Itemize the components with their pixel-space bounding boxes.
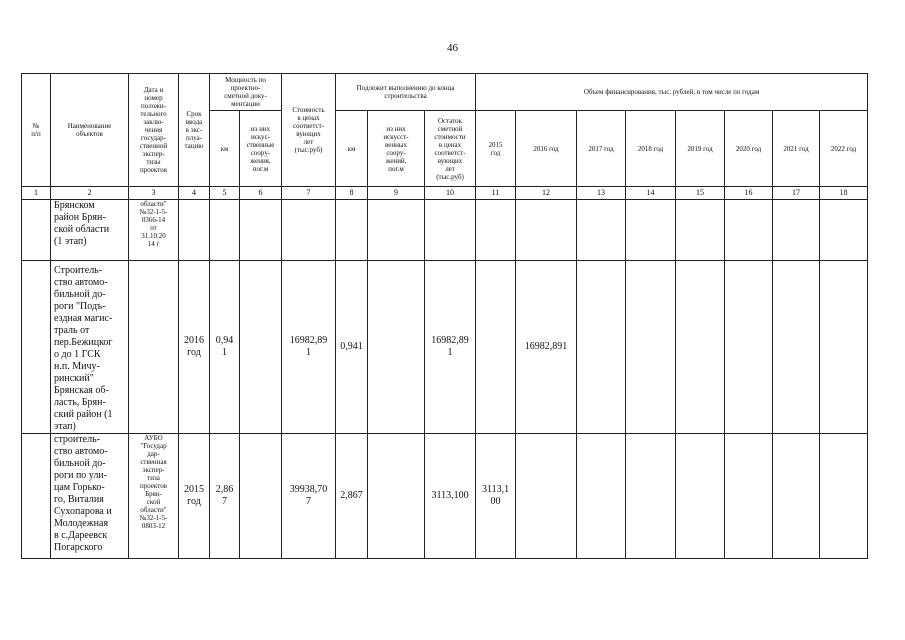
header-row-1 xyxy=(22,74,868,111)
column-number: 14 xyxy=(626,187,676,200)
header-year-2017: 2017 год xyxy=(577,111,626,187)
header-year-2015: 2015 год xyxy=(476,111,516,187)
capacity-art-structures xyxy=(240,434,282,559)
column-number: 9 xyxy=(368,187,425,200)
header-year-2018: 2018 год xyxy=(626,111,676,187)
column-number: 18 xyxy=(820,187,868,200)
remaining-cost-value: 3113,100 xyxy=(425,434,476,559)
commissioning-term: 2016 год xyxy=(179,261,210,434)
column-number: 8 xyxy=(336,187,368,200)
financing-2018 xyxy=(626,434,676,559)
column-number: 10 xyxy=(425,187,476,200)
financing-2016 xyxy=(516,200,577,261)
remaining-km: 2,867 xyxy=(336,434,368,559)
financing-2016: 16982,891 xyxy=(516,261,577,434)
column-number: 12 xyxy=(516,187,577,200)
capacity-km: 0,94 1 xyxy=(210,261,240,434)
header-remaining-cost: Остаток сметной стоимости в ценах соответст- вующих лет (тыс.руб) xyxy=(425,111,476,187)
header-num: № п/п xyxy=(22,74,51,187)
header-capacity-group: Мощность по проектно- сметной доку- ментации xyxy=(210,74,282,111)
table-row xyxy=(22,261,868,434)
object-name: Брянском район Брян- ской области (1 этап) xyxy=(51,200,129,261)
header-term: Срок ввода в экс- плуа- тацию xyxy=(179,74,210,187)
object-name: Строитель- ство автомо- бильной до- роги "Подъ- ездная магис- траль от пер.Бежицког о до 1 ГСК н.п. Мичу- ринский" Брянская об- ласть, Брян- ский район (1 этап) xyxy=(51,261,129,434)
financing-2015: 3113,1 00 xyxy=(476,434,516,559)
column-number: 5 xyxy=(210,187,240,200)
financing-2021 xyxy=(773,261,820,434)
financing-2020 xyxy=(725,200,773,261)
header-conclusion: Дата и номер положи- тельного заклю- чения государ- ственной экспер- тизы проектов xyxy=(129,74,179,187)
column-number: 3 xyxy=(129,187,179,200)
capacity-art-structures xyxy=(240,261,282,434)
header-year-2016: 2016 год xyxy=(516,111,577,187)
financing-2015 xyxy=(476,261,516,434)
page-number: 46 xyxy=(447,42,458,54)
financing-2017 xyxy=(577,261,626,434)
capacity-km: 2,86 7 xyxy=(210,434,240,559)
remaining-cost-value xyxy=(425,200,476,261)
expertise-conclusion: области" №32-1-5- 0366-14 от 31.10.20 14 г xyxy=(129,200,179,261)
financing-2015 xyxy=(476,200,516,261)
column-number: 1 xyxy=(22,187,51,200)
financing-2020 xyxy=(725,434,773,559)
financing-2021 xyxy=(773,200,820,261)
header-art-structures-remaining: из них искусст- венных соору- жений, пог.м xyxy=(368,111,425,187)
object-name: строитель- ство автомо- бильной до- роги по ули- цам Горько- го, Виталия Сухопарова и Молодежная в с.Дареевск Погарского xyxy=(51,434,129,559)
cost-value xyxy=(282,200,336,261)
financing-2019 xyxy=(676,434,725,559)
header-name: Наименование объектов xyxy=(51,74,129,187)
remaining-cost-value: 16982,89 1 xyxy=(425,261,476,434)
cost-value: 39938,70 7 xyxy=(282,434,336,559)
header-year-2019: 2019 год xyxy=(676,111,725,187)
column-number: 13 xyxy=(577,187,626,200)
column-number: 11 xyxy=(476,187,516,200)
column-number: 7 xyxy=(282,187,336,200)
row-number xyxy=(22,261,51,434)
financing-2019 xyxy=(676,261,725,434)
column-number-row xyxy=(22,187,868,200)
header-art-structures: из них искус- ственные соору- жения, пог.м xyxy=(240,111,282,187)
remaining-art-structures xyxy=(368,434,425,559)
column-number: 17 xyxy=(773,187,820,200)
table-row xyxy=(22,200,868,261)
header-financing-group: Объем финансирования, тыс. рублей, в том числе по годам xyxy=(476,74,868,111)
financing-2021 xyxy=(773,434,820,559)
remaining-art-structures xyxy=(368,200,425,261)
remaining-km: 0,941 xyxy=(336,261,368,434)
column-number: 16 xyxy=(725,187,773,200)
expertise-conclusion xyxy=(129,261,179,434)
remaining-art-structures xyxy=(368,261,425,434)
expertise-conclusion: АУБО "Государ дар- ственная экспер- тиза проектов Брян- ской области" №32-1-5- 0803-12 xyxy=(129,434,179,559)
financing-2022 xyxy=(820,200,868,261)
financing-2019 xyxy=(676,200,725,261)
financing-2018 xyxy=(626,261,676,434)
header-cost: Стоимость в ценах соответст- вующих лет (тыс.руб) xyxy=(282,74,336,187)
remaining-km xyxy=(336,200,368,261)
financing-2020 xyxy=(725,261,773,434)
row-number xyxy=(22,200,51,261)
financing-2022 xyxy=(820,261,868,434)
capacity-km xyxy=(210,200,240,261)
column-number: 2 xyxy=(51,187,129,200)
row-number xyxy=(22,434,51,559)
capacity-art-structures xyxy=(240,200,282,261)
table-row xyxy=(22,434,868,559)
financing-2017 xyxy=(577,434,626,559)
header-year-2020: 2020 год xyxy=(725,111,773,187)
financing-2018 xyxy=(626,200,676,261)
financing-table xyxy=(21,73,868,559)
cost-value: 16982,89 1 xyxy=(282,261,336,434)
financing-2016 xyxy=(516,434,577,559)
financing-2017 xyxy=(577,200,626,261)
column-number: 6 xyxy=(240,187,282,200)
header-to-complete-group: Подлежит выполнению до конца строительства xyxy=(336,74,476,111)
column-number: 15 xyxy=(676,187,725,200)
header-year-2022: 2022 год xyxy=(820,111,868,187)
commissioning-term xyxy=(179,200,210,261)
commissioning-term: 2015 год xyxy=(179,434,210,559)
header-km: км xyxy=(210,111,240,187)
header-year-2021: 2021 год xyxy=(773,111,820,187)
column-number: 4 xyxy=(179,187,210,200)
header-km-remaining: км xyxy=(336,111,368,187)
financing-2022 xyxy=(820,434,868,559)
